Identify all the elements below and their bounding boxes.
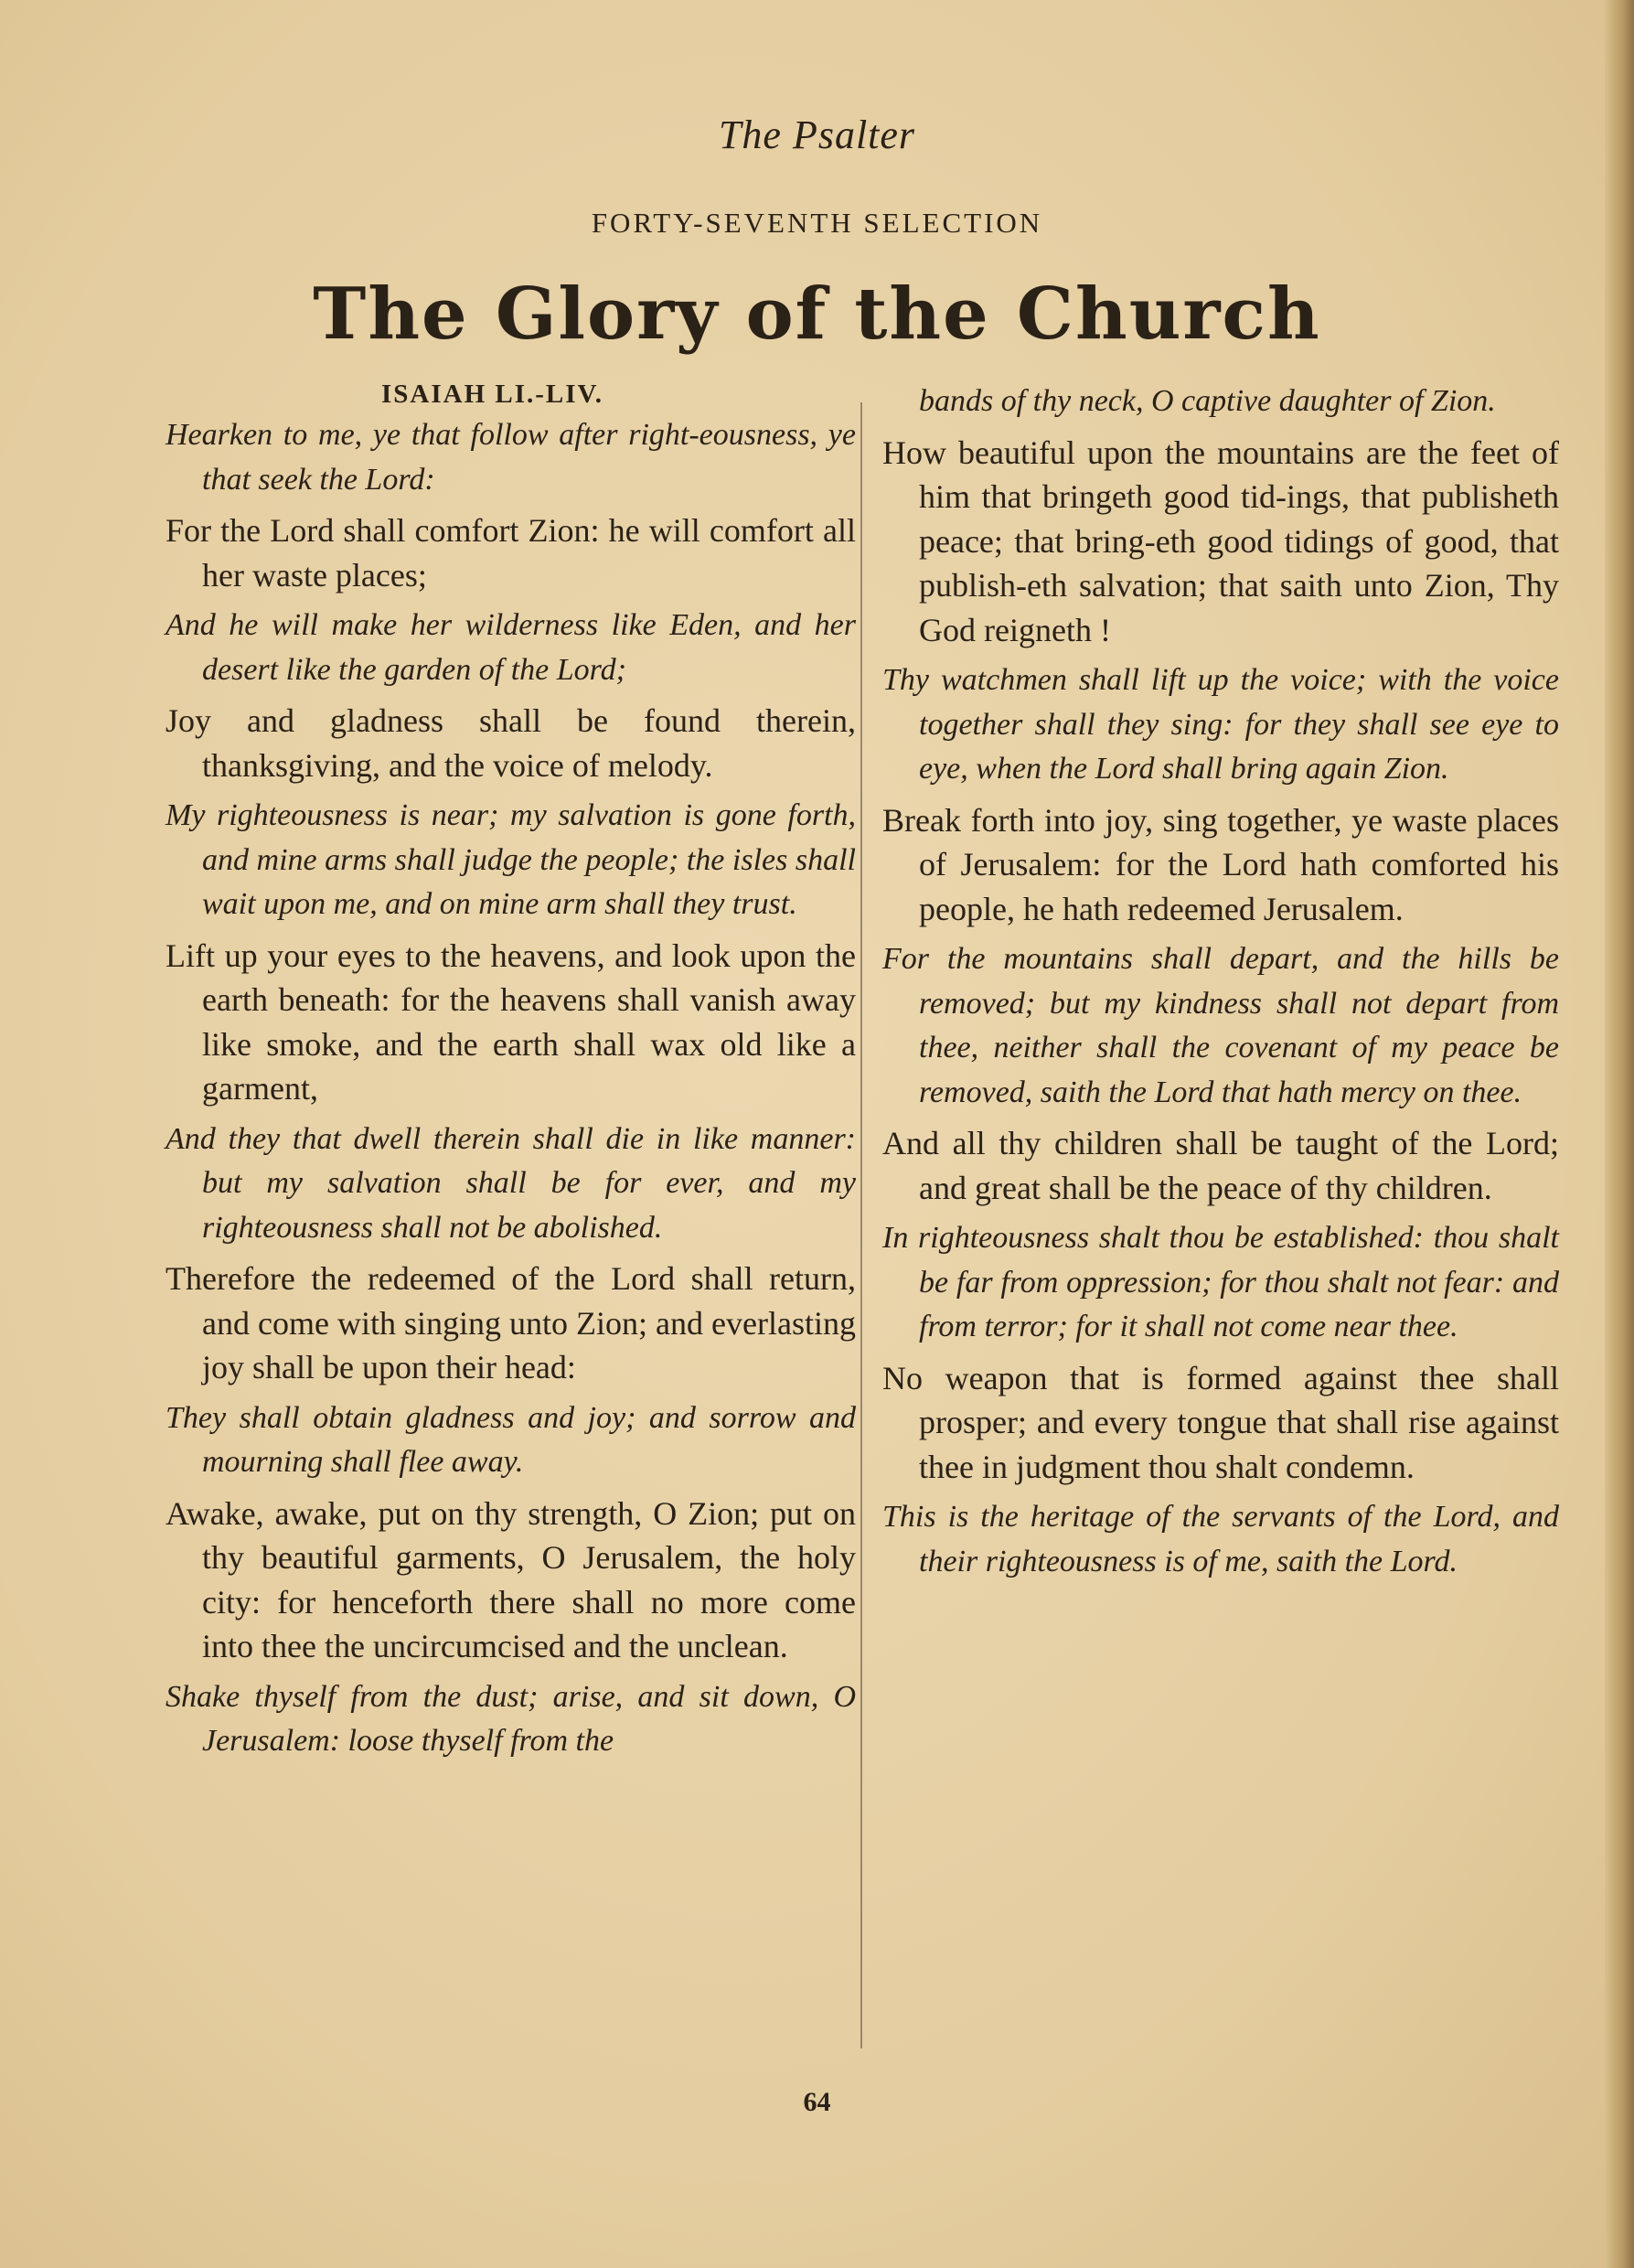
verse: Joy and gladness shall be found therein, thanksgiving, and the voice of melody. — [166, 702, 856, 784]
verse: For the mountains shall depart, and the hills be removed; but my kindness shall not depart from thee, neither shall the covenant of my peace be removed, saith the Lord that hath mercy on thee. — [882, 942, 1559, 1109]
verse: bands of thy neck, O captive daughter of Zion. — [919, 384, 1496, 418]
page-number: 64 — [803, 2087, 831, 2117]
page-title: The Glory of the Church — [313, 273, 1321, 356]
verse: And all thy children shall be taught of the Lord; and great shall be the peace of thy children. — [882, 1125, 1559, 1206]
selection-number: FORTY-SEVENTH SELECTION — [591, 207, 1043, 239]
verse: No weapon that is formed against thee shall prosper; and every tongue that shall rise against thee in judgment thou shalt condemn. — [882, 1359, 1559, 1485]
left-column — [166, 380, 856, 1771]
verse: Shake thyself from the dust; arise, and sit down, O Jerusalem: loose thyself from the — [166, 1679, 856, 1758]
right-column — [882, 380, 1559, 1590]
verse: Therefore the redeemed of the Lord shall return, and come with singing unto Zion; and everlasting joy shall be upon their head: — [166, 1260, 856, 1385]
verse: And he will make her wilderness like Eden, and her desert like the garden of the Lord; — [166, 608, 856, 687]
verse: They shall obtain gladness and joy; and sorrow and mourning shall flee away. — [166, 1400, 856, 1479]
column-divider — [860, 402, 862, 2049]
verse: My righteousness is near; my salvation is gone forth, and mine arms shall judge the people; the isles shall wait upon me, and on mine arm shall they trust. — [166, 798, 856, 921]
verse: Hearken to me, ye that follow after right-eousness, ye that seek the Lord: — [166, 418, 856, 497]
verse: Lift up your eyes to the heavens, and look upon the earth beneath: for the heavens shall vanish away like smoke, and the earth shall wax old like a garment, — [166, 936, 856, 1107]
verse: How beautiful upon the mountains are the feet of him that bringeth good tid-ings, that publisheth peace; that bring-eth good tidings of good, that publish-eth salvation; that saith unto Zion, Thy God reigneth ! — [882, 433, 1559, 648]
running-head: The Psalter — [718, 112, 916, 157]
verse: Thy watchmen shall lift up the voice; with the voice together shall they sing: for they shall see eye to eye, when the Lord shall bring again Zion. — [882, 663, 1559, 786]
verse: Awake, awake, put on thy strength, O Zion; put on thy beautiful garments, O Jerusalem, the holy city: for henceforth there shall no more come into thee the uncircumcised and the unclean. — [166, 1494, 856, 1664]
verse: Break forth into joy, sing together, ye waste places of Jerusalem: for the Lord hath comforted his people, he hath redeemed Jerusalem. — [882, 801, 1559, 927]
verse: This is the heritage of the servants of the Lord, and their righteousness is of me, saith the Lord. — [882, 1500, 1559, 1578]
verse: For the Lord shall comfort Zion: he will comfort all her waste places; — [166, 512, 856, 594]
verse: And they that dwell therein shall die in like manner: but my salvation shall be for ever, and my righteousness shall not be abolished. — [166, 1121, 856, 1245]
verse: In righteousness shalt thou be established: thou shalt be far from oppression; for thou shalt not fear: and from terror; for it shall not come near thee. — [882, 1221, 1559, 1343]
scripture-reference: ISAIAH LI.-LIV. — [380, 380, 603, 409]
